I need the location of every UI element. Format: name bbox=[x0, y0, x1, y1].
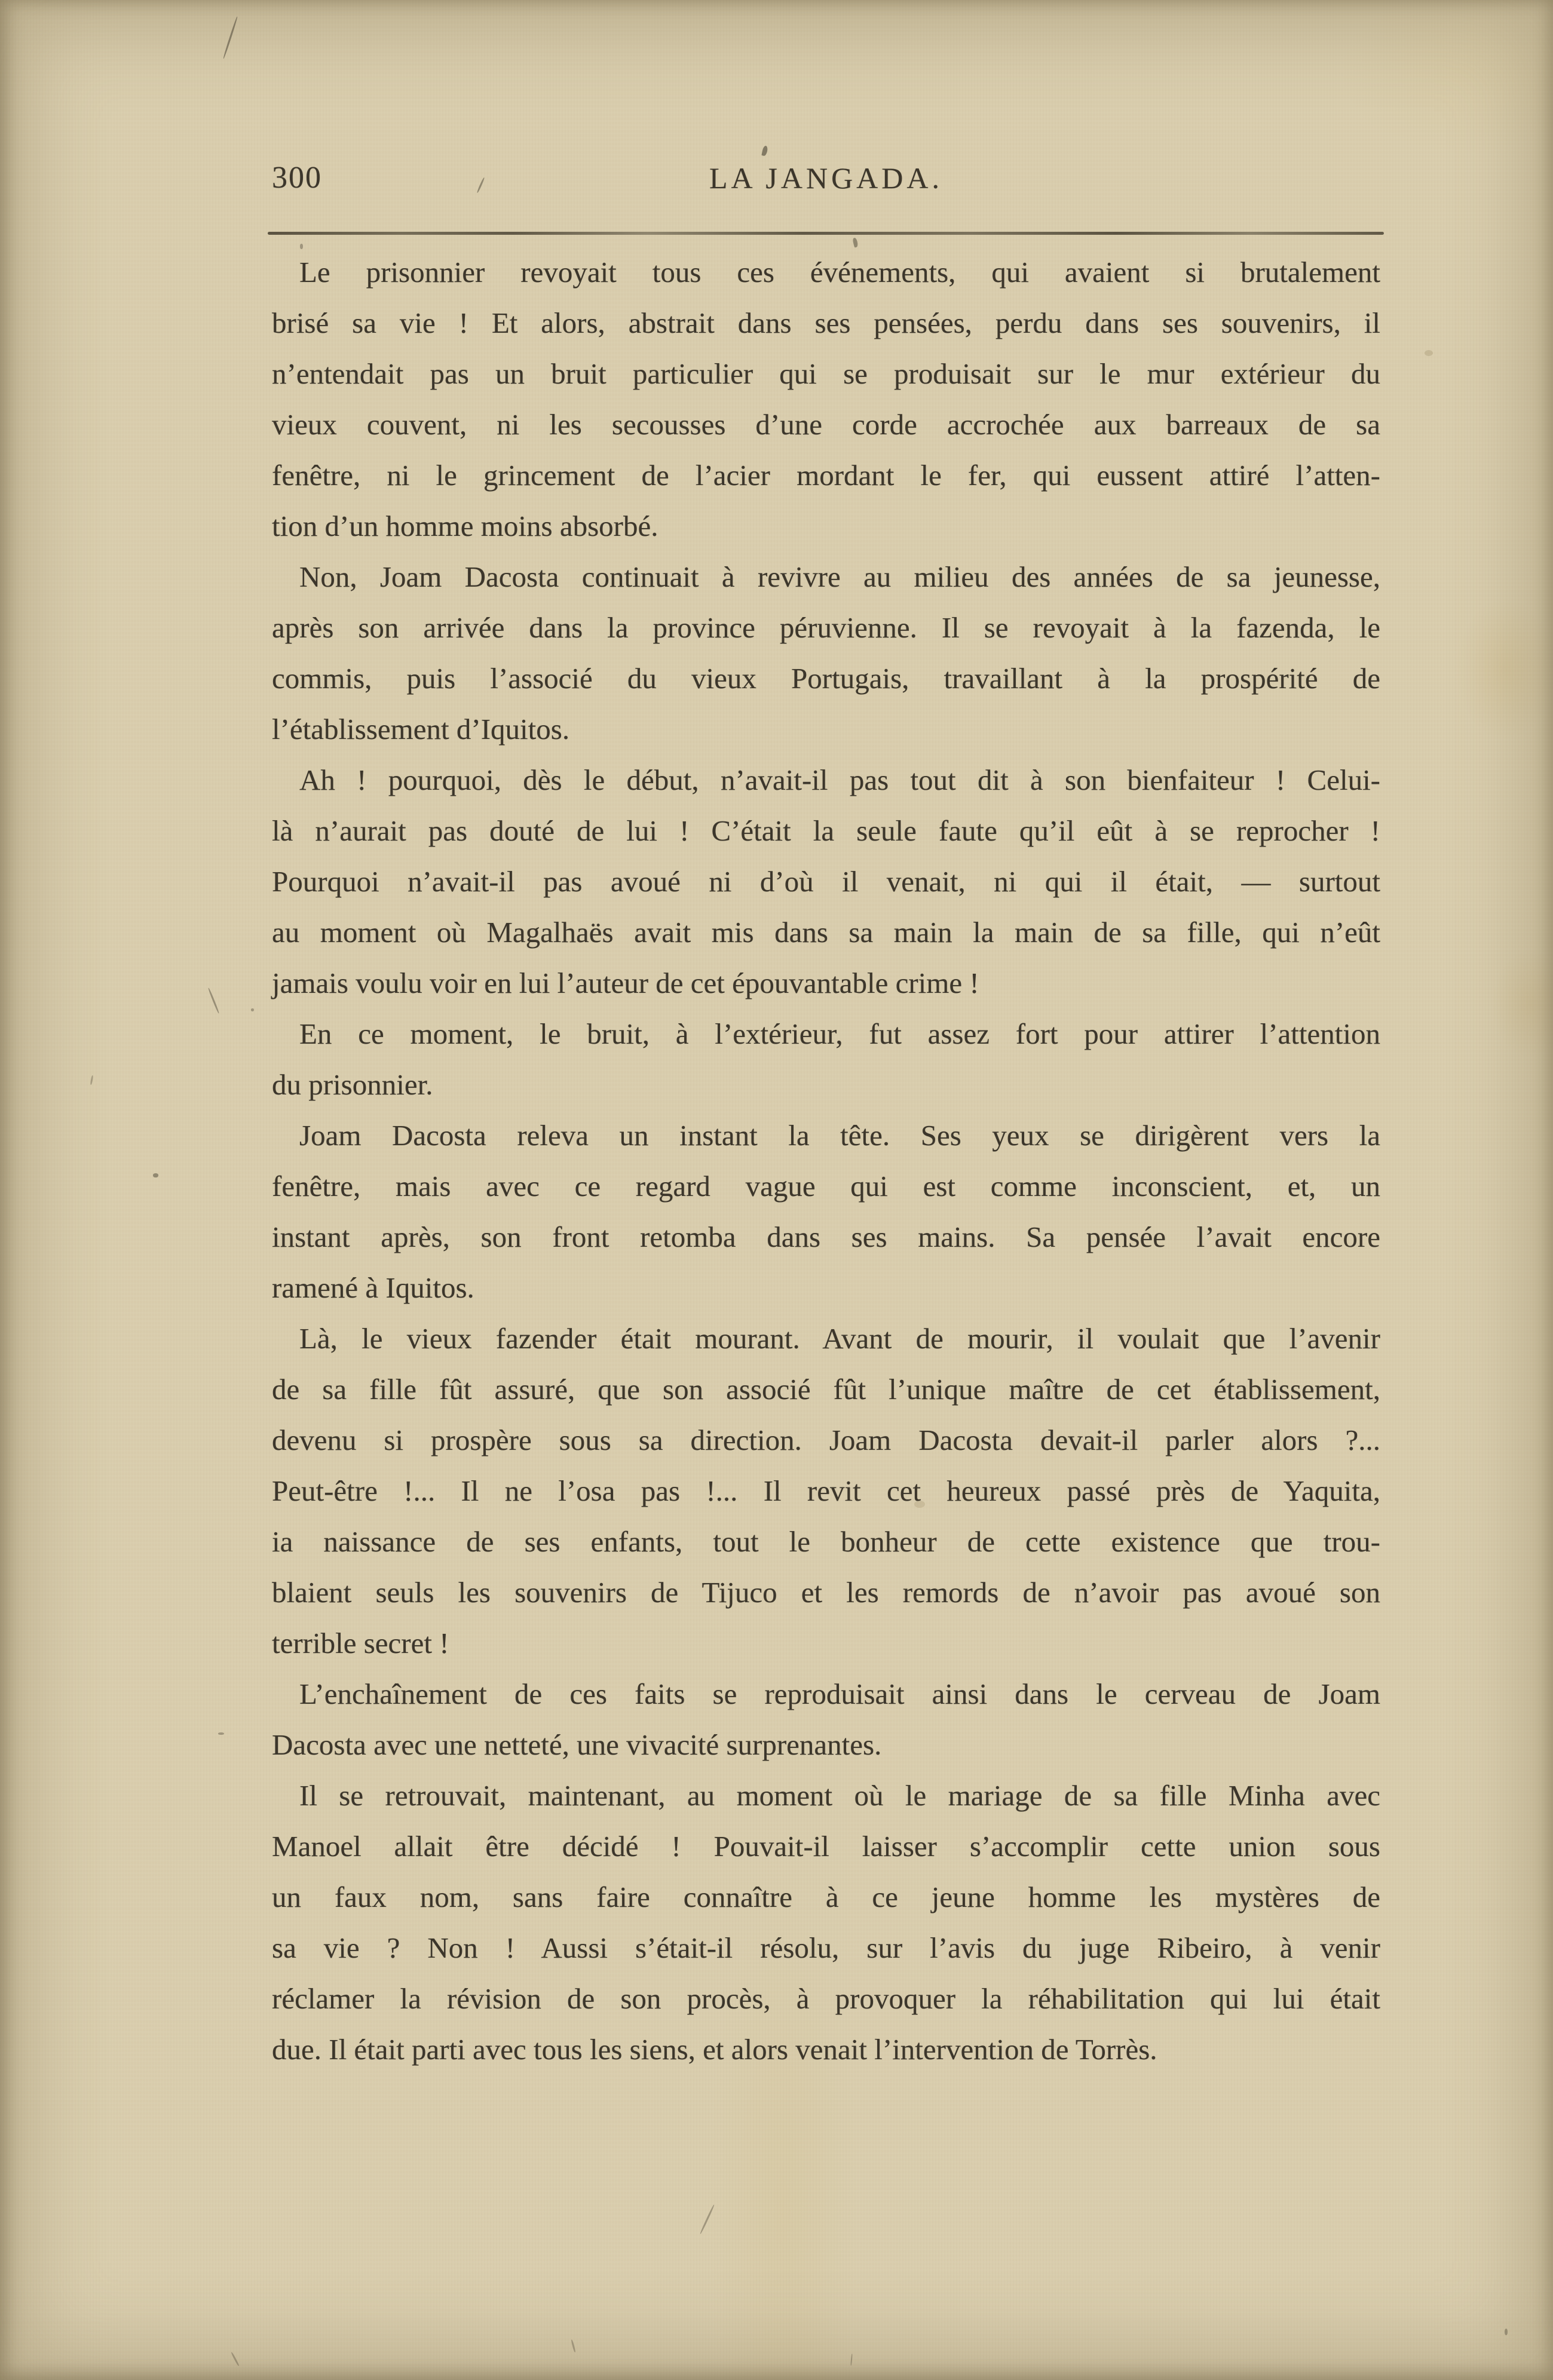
paper-speck bbox=[223, 16, 238, 59]
paper-speck bbox=[700, 2204, 715, 2234]
text-line: du prisonnier. bbox=[272, 1068, 433, 1101]
text-line: ia naissance de ses enfants, tout le bonheur de cette existence que trou- bbox=[272, 1525, 1380, 1558]
text-line: Dacosta avec une netteté, une vivacité surprenantes. bbox=[272, 1728, 882, 1761]
page-number: 300 bbox=[272, 161, 322, 195]
text-line: Il se retrouvait, maintenant, au moment où le mariage de sa fille Minha avec bbox=[299, 1779, 1380, 1812]
paper-speck bbox=[153, 1173, 158, 1177]
text-line: Là, le vieux fazender était mourant. Avant de mourir, il voulait que l’avenir bbox=[299, 1322, 1380, 1355]
text-line: blaient seuls les souvenirs de Tijuco et les remords de n’avoir pas avoué son bbox=[272, 1576, 1380, 1609]
paper-speck bbox=[218, 1732, 224, 1735]
text-line: un faux nom, sans faire connaître à ce jeune homme les mystères de bbox=[272, 1881, 1380, 1913]
text-line: réclamer la révision de son procès, à provoquer la réhabilitation qui lui était bbox=[272, 1982, 1380, 2015]
text-line: après son arrivée dans la province péruvienne. Il se revoyait à la fazenda, le bbox=[272, 611, 1380, 644]
text-line: là n’aurait pas douté de lui ! C’était la seule faute qu’il eût à se reprocher ! bbox=[272, 814, 1380, 847]
paper-speck bbox=[571, 2339, 576, 2353]
text-line: fenêtre, mais avec ce regard vague qui est comme inconscient, et, un bbox=[272, 1170, 1380, 1203]
text-line: devenu si prospère sous sa direction. Joam Dacosta devait-il parler alors ?... bbox=[272, 1424, 1380, 1456]
text-line: En ce moment, le bruit, à l’extérieur, fut assez fort pour attirer l’attention bbox=[299, 1017, 1380, 1050]
text-line: Peut-être !... Il ne l’osa pas !... Il revit cet heureux passé près de Yaquita, bbox=[272, 1474, 1380, 1507]
running-title: LA JANGADA. bbox=[709, 161, 943, 195]
paper-speck bbox=[1505, 2329, 1508, 2335]
paper-stain bbox=[1425, 350, 1433, 356]
text-line: jamais voulu voir en lui l’auteur de cet épouvantable crime ! bbox=[272, 967, 979, 999]
text-line: ramené à Iquitos. bbox=[272, 1271, 474, 1304]
text-line: vieux couvent, ni les secousses d’une corde accrochée aux barreaux de sa bbox=[272, 408, 1380, 441]
text-line: au moment où Magalhaës avait mis dans sa main la main de sa fille, qui n’eût bbox=[272, 916, 1380, 949]
text-line: Le prisonnier revoyait tous ces événements, qui avaient si brutalement bbox=[299, 256, 1380, 289]
paper-speck bbox=[207, 987, 219, 1014]
text-line: Pourquoi n’avait-il pas avoué ni d’où il venait, ni qui il était, — surtout bbox=[272, 865, 1380, 898]
text-line: n’entendait pas un bruit particulier qui se produisait sur le mur extérieur du bbox=[272, 357, 1380, 390]
text-line: brisé sa vie ! Et alors, abstrait dans ses pensées, perdu dans ses souvenirs, il bbox=[272, 306, 1380, 339]
paper-speck bbox=[251, 1008, 254, 1011]
text-line: Manoel allait être décidé ! Pouvait-il laisser s’accomplir cette union sous bbox=[272, 1830, 1380, 1863]
paper-speck bbox=[761, 145, 768, 156]
text-line: L’enchaînement de ces faits se reproduisait ainsi dans le cerveau de Joam bbox=[299, 1677, 1380, 1710]
text-line: sa vie ? Non ! Aussi s’était-il résolu, sur l’avis du juge Ribeiro, à venir bbox=[272, 1931, 1380, 1964]
text-line: Non, Joam Dacosta continuait à revivre au milieu des années de sa jeunesse, bbox=[299, 560, 1380, 593]
paper-speck bbox=[90, 1075, 94, 1085]
text-line: fenêtre, ni le grincement de l’acier mordant le fer, qui eussent attiré l’atten- bbox=[272, 459, 1380, 492]
text-line: due. Il était parti avec tous les siens, et alors venait l’intervention de Torrès. bbox=[272, 2033, 1157, 2066]
page-header bbox=[272, 160, 1380, 200]
text-line: tion d’un homme moins absorbé. bbox=[272, 510, 658, 542]
text-line: Ah ! pourquoi, dès le début, n’avait-il pas tout dit à son bienfaiteur ! Celui- bbox=[299, 763, 1380, 796]
text-line: terrible secret ! bbox=[272, 1627, 449, 1660]
text-line: instant après, son front retomba dans ses mains. Sa pensée l’avait encore bbox=[272, 1220, 1380, 1253]
paper-speck bbox=[850, 2354, 853, 2366]
page-body bbox=[272, 247, 1380, 2075]
header-rule bbox=[268, 232, 1384, 235]
text-line: de sa fille fût assuré, que son associé fût l’unique maître de cet établissement, bbox=[272, 1373, 1380, 1406]
text-line: Joam Dacosta releva un instant la tête. Ses yeux se dirigèrent vers la bbox=[299, 1119, 1380, 1152]
paper-speck bbox=[231, 2352, 240, 2366]
text-line: l’établissement d’Iquitos. bbox=[272, 713, 570, 746]
paper-stain bbox=[914, 1501, 925, 1508]
paper-speck bbox=[300, 244, 303, 249]
text-line: commis, puis l’associé du vieux Portugais, travaillant à la prospérité de bbox=[272, 662, 1380, 695]
